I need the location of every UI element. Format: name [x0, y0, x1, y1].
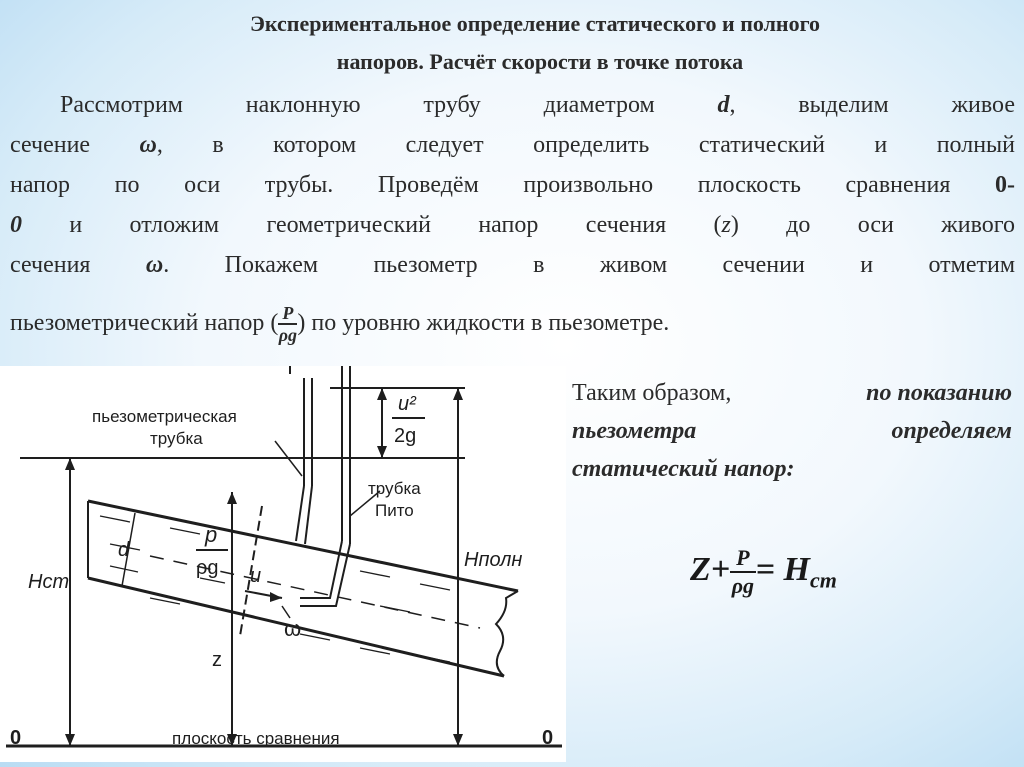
- total-head-label: Hполн: [464, 549, 523, 571]
- conclusion-line-3: статический напор:: [572, 456, 795, 482]
- paragraph-line-6: пьезометрический напор ( $\frac{P}{\rho g}$ ) по уровню жидкости в пьезометре.: [10, 303, 670, 346]
- paragraph-line-3: напор по оси трубы. Проведём произвольно плоскость сравнения 0-: [10, 172, 1016, 198]
- paragraph-line-5: сечения ω. Покажем пьезометр в живом сечении и отметим: [10, 252, 1016, 278]
- formula-fraction: $\frac{P}{\rho g}$: [731, 545, 755, 598]
- paragraph-line-2: сечение ω, в котором следует определить статический и полный: [10, 132, 1016, 158]
- pressure-head-denominator: ρg: [196, 557, 219, 579]
- paragraph-line-1: Рассмотрим наклонную трубу диаметром d, выделим живое: [60, 92, 1015, 118]
- piezometer-label: пьезометрическая: [92, 407, 237, 426]
- plane-zero-left: 0: [10, 727, 22, 749]
- paragraph-line-4: 0 и отложим геометрический напор сечения (z) до оси живого: [10, 212, 1016, 238]
- conclusion-line-1: Таким образом, по показанию: [572, 380, 1012, 406]
- plane-zero-right: 0: [542, 727, 554, 749]
- piezometer-label-2: трубка: [150, 429, 203, 448]
- pressure-head-numerator: p: [205, 522, 218, 547]
- slide-title-line2: напоров. Расчёт скорости в точке потока: [336, 49, 744, 74]
- pitot-label-2: Пито: [375, 501, 414, 520]
- velocity-head-numerator: u²: [398, 393, 416, 415]
- diameter-label: d: [118, 539, 130, 561]
- pitot-label: трубка: [368, 479, 421, 498]
- geometric-head-label: z: [212, 649, 222, 671]
- static-head-label: Hст: [28, 571, 70, 593]
- section-omega-label: ω: [284, 616, 302, 641]
- conclusion-line-2: пьезометра определяем: [572, 418, 1012, 444]
- static-head-formula: Z+ $\frac{P}{\rho g}= H_{ст}$: [690, 545, 837, 598]
- comparison-plane-label: плоскость сравнения: [172, 729, 340, 748]
- velocity-head-denominator: 2g: [394, 425, 417, 447]
- velocity-label: u: [250, 565, 262, 587]
- pipe-diagram: [0, 366, 566, 762]
- slide-title-line1: Экспериментальное определение статического и полного: [249, 11, 821, 36]
- pressure-head-fraction: $\frac{P}{\rho g}$: [278, 303, 298, 346]
